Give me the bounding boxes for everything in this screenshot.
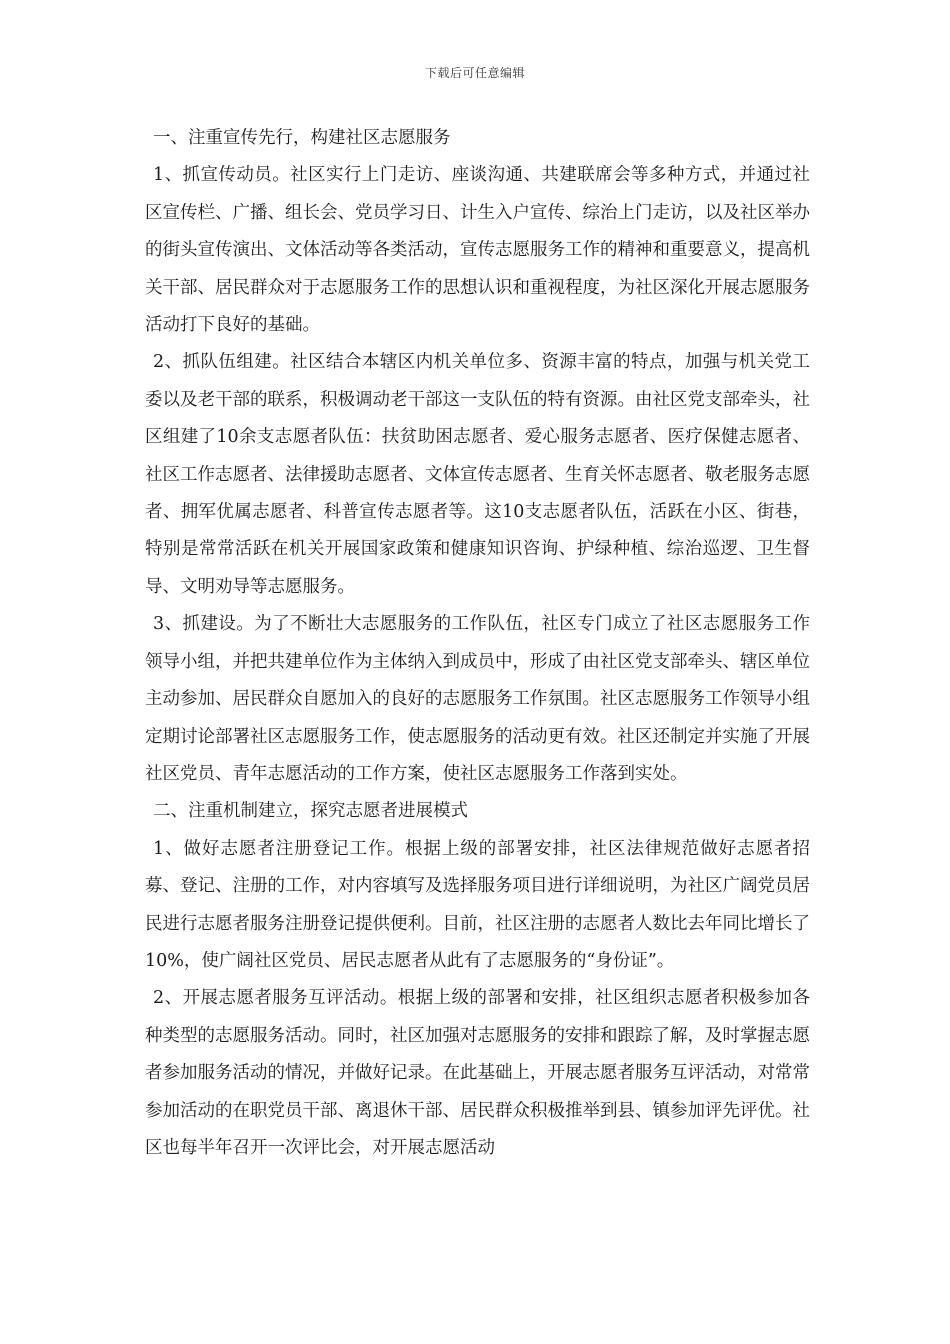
page-header: 下载后可任意编辑 — [424, 66, 525, 80]
document-body — [145, 120, 810, 1167]
paragraph-4: 1、做好志愿者注册登记工作。根据上级的部署安排，社区法律规范做好志愿者招募、登记、注册的工作，对内容填写及选择服务项目进行详细说明，为社区广阔党员居民进行志愿者服务注册登记提供便利。目前，社区注册的志愿者人数比去年同比增长了10%，使广阔社区党员、居民志愿者从此有了志愿服务的“身份证”。 — [145, 838, 810, 971]
paragraph-5: 2、开展志愿者服务互评活动。根据上级的部署和安排，社区组织志愿者积极参加各种类型的志愿服务活动。同时，社区加强对志愿服务的安排和跟踪了解，及时掌握志愿者参加服务活动的情况，并做好记录。在此基础上，开展志愿者服务互评活动，对常常参加活动的在职党员干部、离退休干部、居民群众积极推举到县、镇参加评先评优。社区也每半年召开一次评比会，对开展志愿活动 — [145, 988, 810, 1158]
paragraph-1: 1、抓宣传动员。社区实行上门走访、座谈沟通、共建联席会等多种方式，并通过社区宣传栏、广播、组长会、党员学习日、计生入户宣传、综治上门走访，以及社区举办的街头宣传演出、文体活动等各类活动，宣传志愿服务工作的精神和重要意义，提高机关干部、居民群众对于志愿服务工作的思想认识和重视程度，为社区深化开展志愿服务活动打下良好的基础。 — [145, 165, 810, 336]
section-heading-2: 二、注重机制建立，探究志愿者进展模式 — [153, 801, 468, 822]
section-heading-1: 一、注重宣传先行，构建社区志愿服务 — [153, 128, 451, 148]
paragraph-2: 2、抓队伍组建。社区结合本辖区内机关单位多、资源丰富的特点，加强与机关党工委以及老干部的联系，积极调动老干部这一支队伍的特有资源。由社区党支部牵头，社区组建了10余支志愿者队伍：扶贫助困志愿者、爱心服务志愿者、医疗保健志愿者、社区工作志愿者、法律援助志愿者、文体宣传志愿者、生育关怀志愿者、敬老服务志愿者、拥军优属志愿者、科普宣传志愿者等。这10支志愿者队伍，活跃在小区、街巷，特别是常常活跃在机关开展国家政策和健康知识咨询、护绿种植、综治巡逻、卫生督导、文明劝导等志愿服务。 — [145, 352, 810, 597]
paragraph-3: 3、抓建设。为了不断壮大志愿服务的工作队伍，社区专门成立了社区志愿服务工作领导小组，并把共建单位作为主体纳入到成员中，形成了由社区党支部牵头、辖区单位主动参加、居民群众自愿加入的良好的志愿服务工作氛围。社区志愿服务工作领导小组定期讨论部署社区志愿服务工作，使志愿服务的活动更有效。社区还制定并实施了开展社区党员、青年志愿活动的工作方案，使社区志愿服务工作落到实处。 — [145, 614, 810, 784]
